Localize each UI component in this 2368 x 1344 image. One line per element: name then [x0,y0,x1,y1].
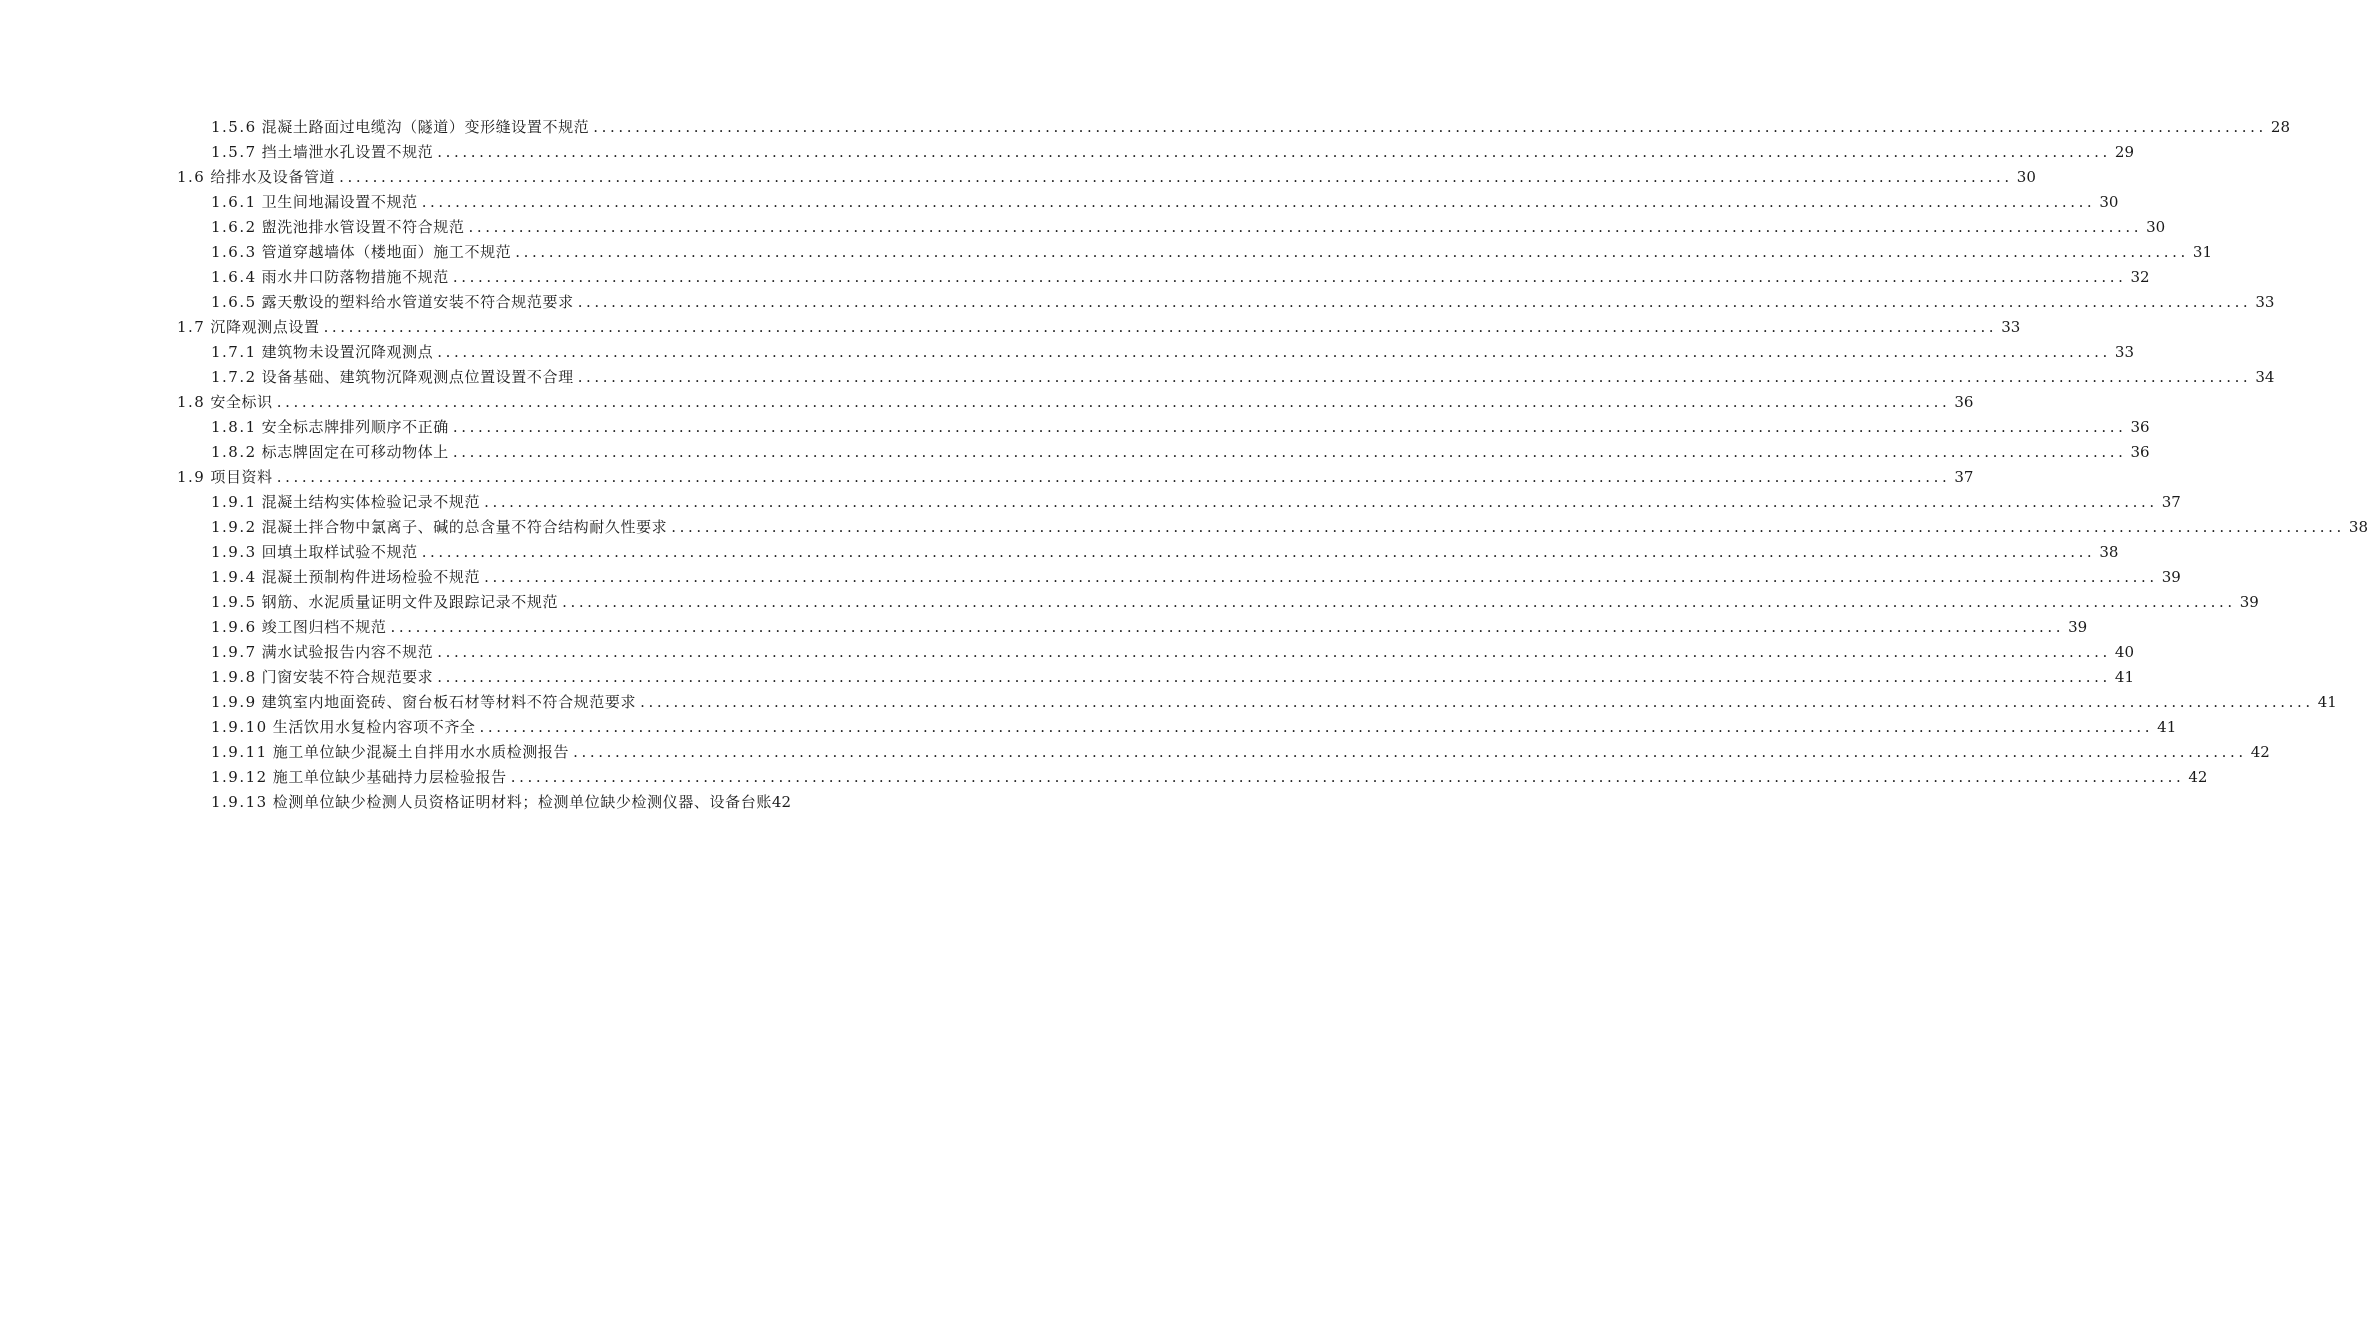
toc-entry-line [177,315,2021,340]
toc-entry-number: 1.9.8 [211,668,257,686]
toc-entry-title: 设备基础、建筑物沉降观测点位置设置不合理 [261,368,574,386]
toc-entry-page: 29 [2114,143,2134,161]
toc-entry-title: 露天敷设的塑料给水管道安装不符合规范要求 [261,293,574,311]
toc-entry-title: 门窗安装不符合规范要求 [261,668,434,686]
toc-leader-dots: ........................................................................................................................................................................................................ [390,618,2065,636]
toc-entry[interactable] [0,690,2337,715]
toc-entry-number: 1.8.1 [211,418,257,436]
toc-entry-number: 1.5.7 [211,143,257,161]
toc-entry[interactable] [0,765,2208,790]
toc-entry-title: 安全标识 [210,393,273,411]
toc-entry[interactable] [0,715,2177,740]
toc-entry[interactable] [0,140,2134,165]
toc-leader-dots: ........................................................................................................................................................................................................ [437,143,2111,161]
toc-entry-page: 36 [1954,393,1974,411]
toc-entry[interactable] [0,115,2290,140]
toc-entry-line [211,265,2150,290]
toc-entry-title: 钢筋、水泥质量证明文件及跟踪记录不规范 [261,593,559,611]
toc-entry-number: 1.7.1 [211,343,257,361]
toc-leader-dots: ........................................................................................................................................................................................................ [510,768,2185,786]
toc-leader-dots: ........................................................................................................................................................................................................ [468,218,2143,236]
toc-entry-page: 33 [2255,293,2275,311]
toc-entry-page: 34 [2255,368,2275,386]
toc-entry-title: 混凝土预制构件进场检验不规范 [261,568,481,586]
toc-entry-number: 1.6.5 [211,293,257,311]
toc-entry-number: 1.8.2 [211,443,257,461]
toc-entry-page: 42 [2250,743,2270,761]
toc-entry[interactable] [0,640,2134,665]
toc-entry-line [211,565,2181,590]
toc-entry-page: 28 [2270,118,2290,136]
toc-leader-dots: ........................................................................................................................................................................................................ [452,443,2127,461]
toc-entry-title: 标志牌固定在可移动物体上 [261,443,449,461]
toc-entry-title: 回填土取样试验不规范 [261,543,418,561]
toc-entry[interactable] [0,215,2166,240]
toc-entry[interactable] [0,465,1974,490]
toc-entry-title: 挡土墙泄水孔设置不规范 [261,143,434,161]
toc-entry-line [211,515,2368,540]
toc-entry-number: 1.9.3 [211,543,257,561]
toc-entry-page: 33 [2001,318,2021,336]
toc-entry-line [211,290,2275,315]
toc-entry-page: 38 [2099,543,2119,561]
toc-leader-dots: ........................................................................................................................................................................................................ [562,593,2236,611]
toc-leader-dots: ........................................................................................................................................................................................................ [339,168,2013,186]
toc-entry-line [211,240,2212,265]
toc-entry-title: 施工单位缺少混凝土自拌用水水质检测报告 [272,743,570,761]
toc-entry[interactable] [0,340,2134,365]
toc-entry-line [177,390,1974,415]
toc-entry-number: 1.6 [177,168,206,186]
toc-entry[interactable] [0,265,2150,290]
toc-entry-line [177,165,2036,190]
toc-entry-line [211,640,2134,665]
toc-leader-dots: ........................................................................................................................................................................................................ [437,343,2111,361]
toc-leader-dots: ........................................................................................................................................................................................................ [437,643,2111,661]
toc-entry-page: 41 [2157,718,2177,736]
toc-entry-title: 施工单位缺少基础持力层检验报告 [272,768,507,786]
toc-entry-line [211,140,2134,165]
toc-leader-dots: ........................................................................................................................................................................................................ [276,468,1951,486]
toc-leader-dots: ........................................................................................................................................................................................................ [276,393,1951,411]
toc-entry-page: 41 [2114,668,2134,686]
toc-leader-dots: ........................................................................................................................................................................................................ [577,293,2252,311]
toc-entry-page: 39 [2068,618,2088,636]
toc-entry-number: 1.9.6 [211,618,257,636]
toc-entry[interactable] [0,565,2181,590]
toc-leader-dots: ........................................................................................................................................................................................................ [640,693,2314,711]
toc-leader-dots: ........................................................................................................................................................................................................ [479,718,2154,736]
toc-entry-title: 检测单位缺少检测人员资格证明材料；检测单位缺少检测仪器、设备台账 [272,793,772,811]
toc-entry-title: 满水试验报告内容不规范 [261,643,434,661]
toc-entry-title: 雨水井口防落物措施不规范 [261,268,449,286]
toc-entry-title: 给排水及设备管道 [210,168,336,186]
toc-entry-number: 1.9.11 [211,743,268,761]
toc-entry[interactable] [0,540,2119,565]
toc-entry-page: 42 [2188,768,2208,786]
toc-entry-title: 管道穿越墙体（楼地面）施工不规范 [261,243,512,261]
toc-entry-line [211,340,2134,365]
toc-entry-title: 生活饮用水复检内容项不齐全 [272,718,476,736]
toc-leader-dots: ........................................................................................................................................................................................................ [437,668,2111,686]
toc-entry-page: 40 [2114,643,2134,661]
toc-leader-dots: ........................................................................................................................................................................................................ [484,568,2158,586]
toc-entry-line [211,490,2181,515]
toc-leader-dots: ........................................................................................................................................................................................................ [484,493,2158,511]
toc-leader-dots: ........................................................................................................................................................................................................ [671,518,2345,536]
toc-entry-page: 36 [2130,418,2150,436]
toc-entry-title: 混凝土结构实体检验记录不规范 [261,493,481,511]
toc-entry-title: 混凝土拌合物中氯离子、碱的总含量不符合结构耐久性要求 [261,518,668,536]
toc-entry[interactable] [0,490,2181,515]
toc-entry-line [211,415,2150,440]
toc-entry-page: 32 [2130,268,2150,286]
toc-entry[interactable] [0,190,2119,215]
toc-entry-number: 1.6.2 [211,218,257,236]
toc-entry[interactable] [0,590,2259,615]
toc-entry-page: 37 [2161,493,2181,511]
toc-entry-page: 37 [1954,468,1974,486]
toc-entry-page: 39 [2239,593,2259,611]
toc-leader-dots: ........................................................................................................................................................................................................ [421,193,2096,211]
toc-entry-line [211,540,2119,565]
toc-leader-dots: ........................................................................................................................................................................................................ [577,368,2252,386]
toc-entry[interactable] [0,290,2275,315]
toc-entry-number: 1.9 [177,468,206,486]
toc-entry-number: 1.9.5 [211,593,257,611]
toc-entry-number: 1.8 [177,393,206,411]
toc-entry-title: 竣工图归档不规范 [261,618,387,636]
toc-leader-dots: ........................................................................................................................................................................................................ [421,543,2096,561]
toc-entry-number: 1.6.3 [211,243,257,261]
toc-entry-page: 38 [2348,518,2368,536]
toc-entry[interactable] [0,740,2270,765]
toc-leader-dots: ........................................................................................................................................................................................................ [593,118,2267,136]
toc-entry-line [211,115,2290,140]
toc-entry-line [177,465,1974,490]
toc-entry-line [211,690,2337,715]
toc-entry-line [211,190,2119,215]
toc-entry-number: 1.9.10 [211,718,268,736]
toc-entry[interactable] [0,365,2275,390]
toc-entry-page: 41 [2317,693,2337,711]
toc-entry[interactable] [0,515,2368,540]
toc-entry-page: 31 [2192,243,2212,261]
toc-entry-line [211,365,2275,390]
toc-entry-title: 安全标志牌排列顺序不正确 [261,418,449,436]
toc-entry-line [211,440,2150,465]
toc-entry-number: 1.5.6 [211,118,257,136]
toc-entry-title: 卫生间地漏设置不规范 [261,193,418,211]
toc-entry-title: 混凝土路面过电缆沟（隧道）变形缝设置不规范 [261,118,590,136]
toc-entry-page: 42 [771,793,792,811]
toc-entry[interactable] [0,665,2134,690]
toc-entry-number: 1.9.1 [211,493,257,511]
toc-entry-line [211,615,2088,640]
toc-entry-line [211,215,2166,240]
toc-entry[interactable] [0,615,2088,640]
toc-entry-page: 33 [2114,343,2134,361]
toc-entry-number: 1.9.2 [211,518,257,536]
toc-entry-title: 建筑物未设置沉降观测点 [261,343,434,361]
toc-entry-number: 1.7.2 [211,368,257,386]
toc-entry-page: 30 [2016,168,2036,186]
toc-entry-number: 1.9.13 [211,793,268,811]
toc-leader-dots: ........................................................................................................................................................................................................ [573,743,2247,761]
toc-entry-page: 36 [2130,443,2150,461]
toc-entry-line [211,765,2208,790]
toc-entry-number: 1.9.4 [211,568,257,586]
toc-leader-dots: ........................................................................................................................................................................................................ [515,243,2189,261]
toc-leader-dots: ........................................................................................................................................................................................................ [323,318,1998,336]
toc-entry[interactable] [0,790,950,815]
toc-entry-line [211,790,821,815]
toc-leader-dots: ........................................................................................................................................................................................................ [452,418,2127,436]
toc-entry[interactable] [0,240,2212,265]
toc-entry-title: 建筑室内地面瓷砖、窗台板石材等材料不符合规范要求 [261,693,637,711]
toc-entry-line [211,715,2177,740]
toc-entry-line [211,665,2134,690]
table-of-contents [0,115,2368,815]
toc-entry-page: 30 [2099,193,2119,211]
toc-entry[interactable] [0,440,2150,465]
toc-entry-number: 1.6.4 [211,268,257,286]
toc-entry[interactable] [0,315,2021,340]
toc-entry-number: 1.6.1 [211,193,257,211]
toc-entry-page: 39 [2161,568,2181,586]
toc-entry-page: 30 [2146,218,2166,236]
toc-entry-title: 沉降观测点设置 [210,318,320,336]
toc-entry-title: 盥洗池排水管设置不符合规范 [261,218,465,236]
toc-entry-line [211,590,2259,615]
toc-entry-line [211,740,2270,765]
toc-entry[interactable] [0,165,2036,190]
toc-entry-number: 1.9.12 [211,768,268,786]
toc-entry-number: 1.9.7 [211,643,257,661]
toc-entry[interactable] [0,390,1974,415]
toc-leader-dots: ........................................................................................................................................................................................................ [452,268,2127,286]
toc-entry[interactable] [0,415,2150,440]
toc-entry-title: 项目资料 [210,468,273,486]
toc-entry-number: 1.9.9 [211,693,257,711]
toc-entry-number: 1.7 [177,318,206,336]
